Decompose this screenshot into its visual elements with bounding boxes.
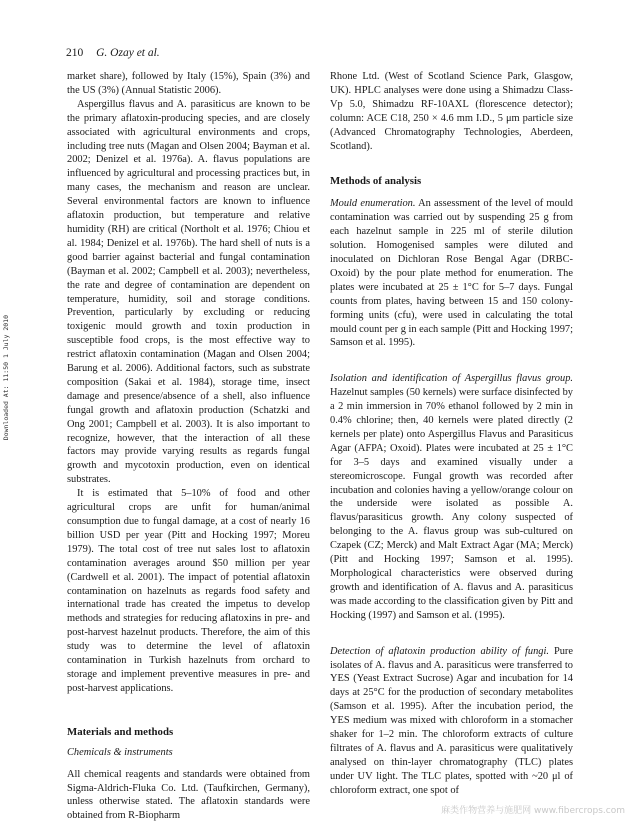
- paragraph-text: Hazelnut samples (50 kernels) were surface disinfected by a 2 min immersion in 70% ethanol followed by 2 min in 0.4% chlorine; then, 40 kernels were plated directly (2 kernels per plate) onto Aspergillus Flavus and Parasiticus Agar (AFPA; Oxoid). Plates were incubated at 25 ± 1°C for 3–5 days and examined visually under a stereomicroscope. Fungal growth was recorded after incubation and colonies having a yellow/orange colour on the underside were isolated as possible A. flavus/parasiticus growth. Any colony suspected of belonging to the A. flavus group was sub-cultured on Czapek (CZ; Merck) and Malt Extract Agar (MA; Merck) (Pitt and Hocking 1997; Samson et al. 1995). Morphological characteristics were observed during growth and identification of A. flavus and A. parasiticus was made according to the classification given by Pitt and Hocking (1997) and Samson et al. (1995).: [330, 387, 573, 621]
- section-heading: Methods of analysis: [330, 175, 422, 188]
- paragraph: [330, 645, 573, 798]
- paragraph: Rhone Ltd. (West of Scotland Science Park, Glasgow, UK). HPLC analyses were done using a Shimadzu Class-Vp 5.0, Shimadzu RF-10AXL (florescence detector); column: ACE C18, 250 × 4.6 mm I.D., 5 μm particle size (Advanced Chromatography Technologies, Aberdeen, Scotland).: [330, 71, 573, 152]
- run-in-heading: Isolation and identification of Aspergillus flavus group.: [330, 373, 573, 385]
- running-header: [66, 47, 160, 59]
- paragraph: market share), followed by Italy (15%), Spain (3%) and the US (3%) (Annual Statistic 2006).: [67, 71, 310, 96]
- left-column: [67, 70, 310, 823]
- paragraph: [330, 197, 573, 350]
- running-authors: G. Ozay et al.: [96, 47, 160, 59]
- run-in-heading: Mould enumeration.: [330, 198, 416, 210]
- paragraph: [330, 372, 573, 622]
- paragraph: It is estimated that 5–10% of food and other agricultural crops are unfit for human/animal consumption due to fungal damage, at a cost of nearly 16 billion USD per year (Pitt and Hocking 1997; Moreu 1979). The total cost of tree nut sales lost to aflatoxin contamination averages around $50 million per year (Cardwell et al. 2001). The impact of potential aflatoxin contamination on hazelnuts as regards food safety and international trade has created the impetus to develop methods and strategies for reducing aflatoxins in pre- and post-harvest hazelnut products. Therefore, the aim of this study was to determine the level of aflatoxin contamination in Turkish hazelnuts from orchard to storage and implement preventive measures in pre- and post-harvest applications.: [67, 488, 310, 694]
- paragraph-text: An assessment of the level of mould contamination was carried out by suspending 25 g from each hazelnut sample in 225 ml of sterile dilution solution. Homogenised samples were diluted and inoculated on Dichloran Rose Bengal Agar (DRBC-Oxoid) by the pour plate method for enumeration. The plates were incubated at 25 ± 1°C for 5–7 days. Fungal counts from plates, having between 15 and 150 colony-forming units (cfu), were used in calculating the total mould count per g in each sample (Pitt and Hocking 1997; Samson et al. 1995).: [330, 198, 573, 349]
- watermark: 麻类作物营养与施肥网 www.fibercrops.com: [441, 806, 625, 816]
- download-stamp: Downloaded At: 11:50 1 July 2010: [2, 315, 10, 441]
- paragraph: Aspergillus flavus and A. parasiticus are known to be the primary aflatoxin-producing species, and are closely associated with agricultural environments and crops, including tree nuts (Magan and Olsen 2004; Bayman et al. 2002; Denizel et al. 1976a). A. flavus populations are influenced by agricultural and processing practices but, in many cases, the mechanism and reason are unclear. Several environmental factors are known to influence aflatoxin production, but temperature and relative humidity (RH) are critical (Northolt et al. 1976; Chiou et al. 1984; Denizel et al. 1976b). The hard shell of nuts is a good barrier against bacterial and fungal contamination (Bayman et al. 2002; Campbell et al. 2003); nevertheless, the rate and degree of contamination are dependent on temperature, humidity, soil and storage conditions. Prevention, particularly by excluding or reducing toxigenic mould growth and toxin production in susceptible food crops, is the most effective way to restrict aflatoxin contamination (Magan and Olsen 2004; Barung et al. 2006). Additional factors, such as substrate composition (Sakai et al. 1984), storage time, insect damage and presence/absence of a shell, also influence fungal growth and aflatoxin production (Schatzki and Ong 2001; Campbell et al. 2003). It is also important to recognize, however, that the interaction of all these factors may provide varying results as regards fungal growth and mycotoxin production, even on identical substrates.: [67, 98, 310, 486]
- paragraph: All chemical reagents and standards were obtained from Sigma-Aldrich-Fluka Co. Ltd. (Taufkirchen, Germany), unless otherwise stated. The aflatoxin standards were obtained from R-Biopharm: [67, 768, 310, 822]
- paragraph-text: Pure isolates of A. flavus and A. parasiticus were transferred to YES (Yeast Extract Sucrose) Agar and incubation for 14 days at 25°C for the production of secondary metabolites (Samson et al. 1995). After the incubation period, the YES medium was mixed with chloroform in a stomacher shaker for 1–2 min. The chloroform extracts of culture filtrates of A. flavus and A. parasiticus were qualitatively analysed on thin-layer chromatography (TLC) plates under UV light. The TLC plates, spotted with ~20 μl of chloroform extract, one spot of: [330, 645, 573, 796]
- run-in-heading: Detection of aflatoxin production ability of fungi.: [330, 645, 549, 657]
- subsection-heading: Chemicals & instruments: [67, 746, 173, 758]
- page-number: 210: [66, 47, 84, 59]
- section-heading: Materials and methods: [67, 725, 174, 738]
- right-column: [330, 70, 573, 798]
